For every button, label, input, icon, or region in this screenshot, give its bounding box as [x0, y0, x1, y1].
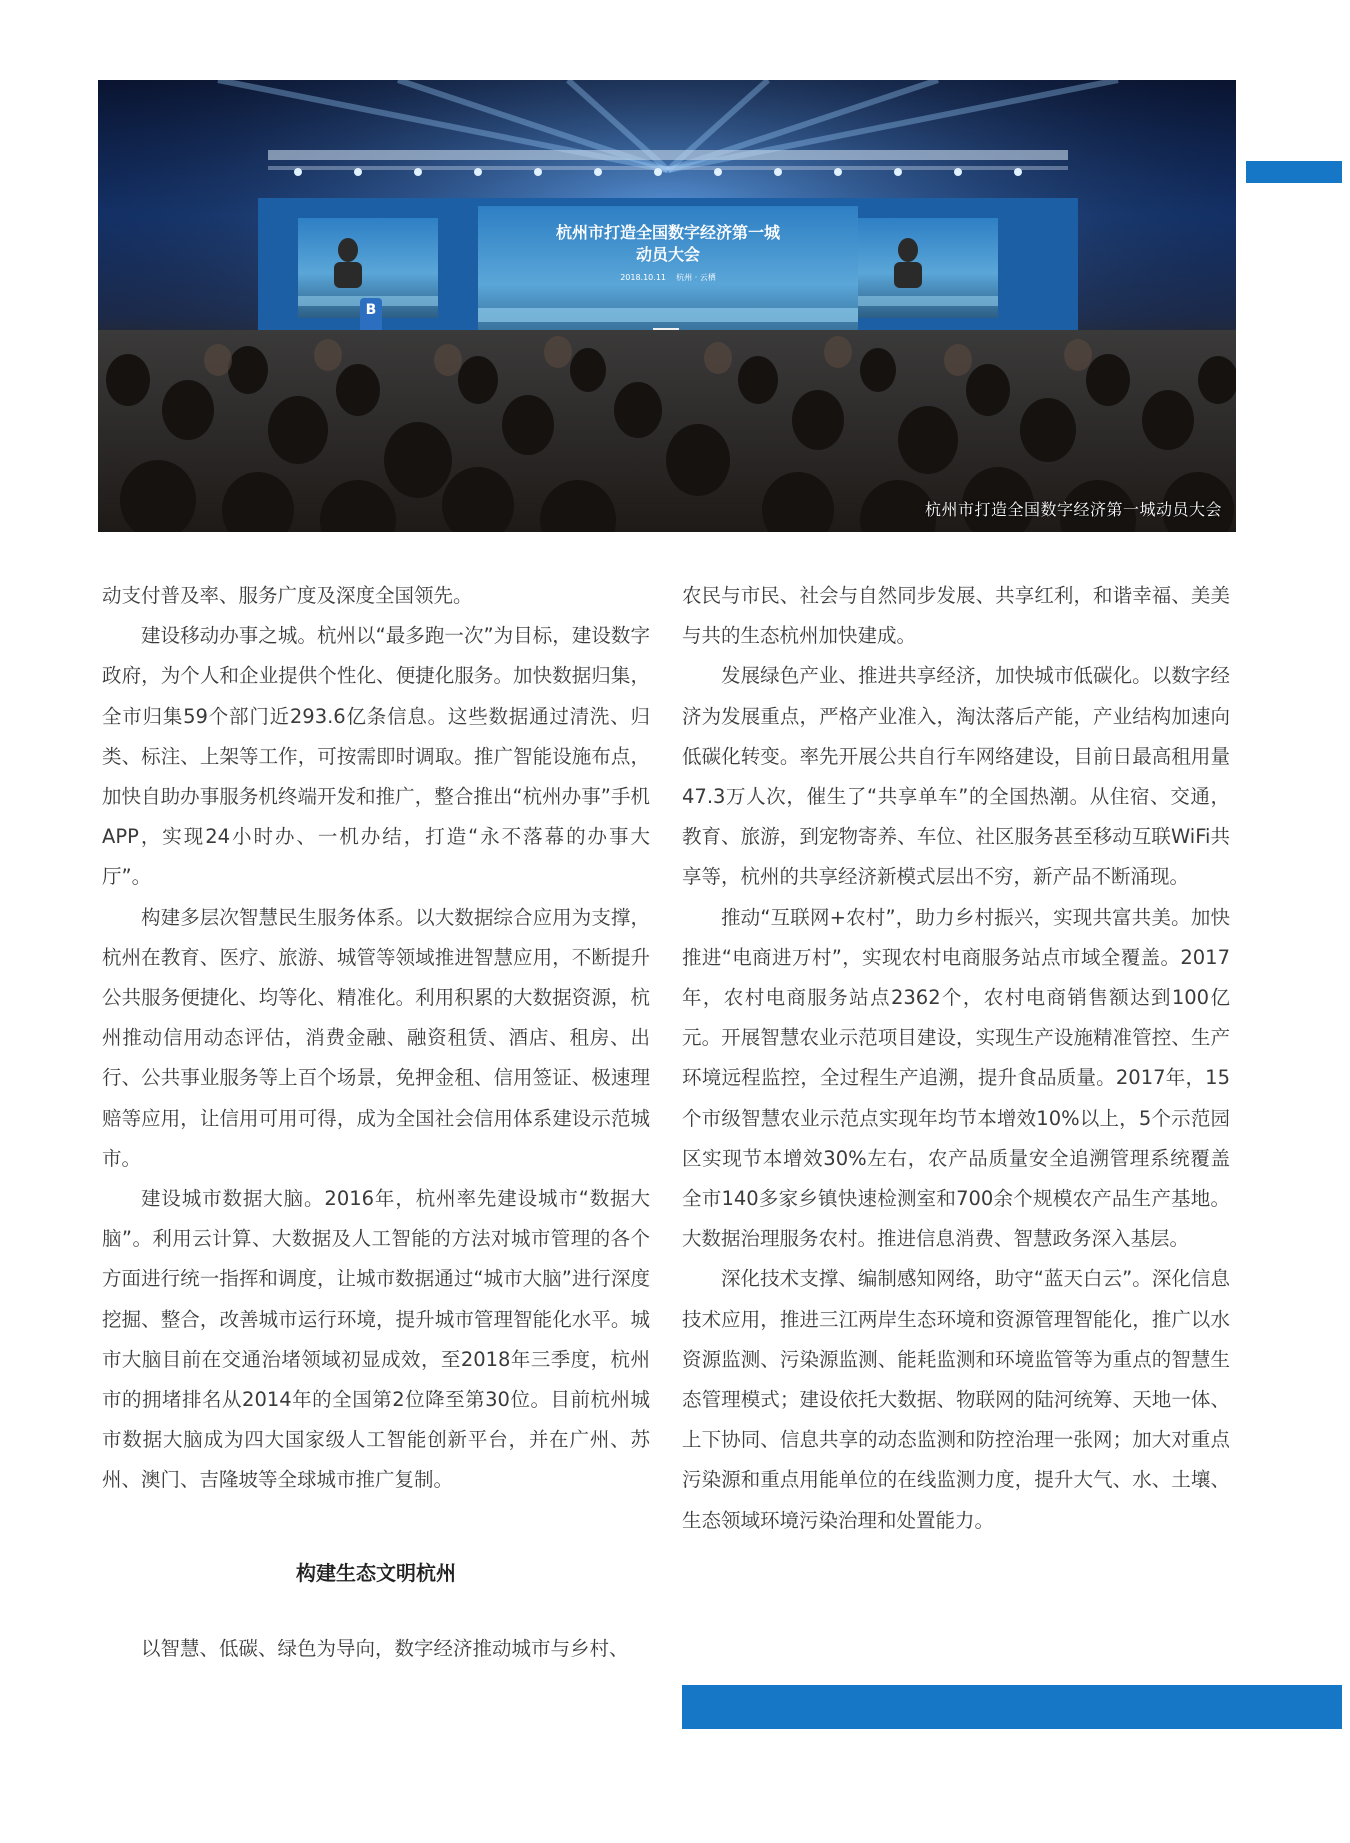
conference-photo — [98, 80, 1236, 532]
paragraph: 建设移动办事之城。杭州以“最多跑一次”为目标，建设数字政府，为个人和企业提供个性化、便捷化服务。加快数据归集，全市归集59个部门近293.6亿条信息。这些数据通过清洗、归类、标注、上架等工作，可按需即时调取。推广智能设施布点，加快自助办事服务机终端开发和推广，整合推出“杭州办事”手机APP，实现24小时办、一机办结，打造“永不落幕的办事大厅”。 — [102, 624, 650, 889]
photo-caption: 杭州市打造全国数字经济第一城动员大会 — [924, 500, 1222, 519]
screen-title-line1: 杭州市打造全国数字经济第一城 — [555, 223, 780, 242]
screen-date-place — [478, 272, 858, 283]
screen-title-line2: 动员大会 — [635, 245, 700, 264]
paragraph: 深化技术支撑、编制感知网络，助守“蓝天白云”。深化信息技术应用，推进三江两岸生态环境和资源管理智能化，推广以水资源监测、污染源监测、能耗监测和环境监管等为重点的智慧生态管理模式；建设依托大数据、物联网的陆河统筹、天地一体、上下协同、信息共享的动态监测和防控治理一张网；加大对重点污染源和重点用能单位的在线监测力度，提升大气、水、土壤、生态领域环境污染治理和处置能力。 — [682, 1267, 1230, 1532]
screen-place: 杭州 · 云栖 — [676, 273, 716, 282]
stage-badge: B — [365, 302, 377, 318]
accent-bar-bottom — [682, 1685, 1342, 1729]
accent-bar-top — [1246, 161, 1342, 183]
paragraph: 发展绿色产业、推进共享经济，加快城市低碳化。以数字经济为发展重点，严格产业准入，淘汰落后产能，产业结构加速向低碳化转变。率先开展公共自行车网络建设，目前日最高租用量47.3万人次，催生了“共享单车”的全国热潮。从住宿、交通，教育、旅游，到宠物寄养、车位、社区服务甚至移动互联WiFi共享等，杭州的共享经济新模式层出不穷，新产品不断涌现。 — [682, 664, 1230, 889]
paragraph: 以智慧、低碳、绿色为导向，数字经济推动城市与乡村、 — [141, 1636, 629, 1660]
paragraph: 建设城市数据大脑。2016年，杭州率先建设城市“数据大脑”。利用云计算、大数据及人工智能的方法对城市管理的各个方面进行统一指挥和调度，让城市数据通过“城市大脑”进行深度挖掘、整合，改善城市运行环境，提升城市管理智能化水平。城市大脑目前在交通治堵领域初显成效，至2018年三季度，杭州市的拥堵排名从2014年的全国第2位降至第30位。目前杭州城市数据大脑成为四大国家级人工智能创新平台，并在广州、苏州、澳门、吉隆坡等全球城市推广复制。 — [102, 1187, 650, 1492]
right-text-column — [682, 576, 1230, 1541]
paragraph: 推动“互联网+农村”，助力乡村振兴，实现共富共美。加快推进“电商进万村”，实现农村电商服务站点市域全覆盖。2017年，农村电商服务站点2362个，农村电商销售额达到100亿元。开展智慧农业示范项目建设，实现生产设施精准管控、生产环境远程监控，全过程生产追溯，提升食品质量。2017年，15个市级智慧农业示范点实现年均节本增效10%以上，5个示范园区实现节本增效30%左右，农产品质量安全追溯管理系统覆盖全市140多家乡镇快速检测室和700余个规模农产品生产基地。大数据治理服务农村。推进信息消费、智慧政务深入基层。 — [682, 905, 1230, 1251]
paragraph: 农民与市民、社会与自然同步发展、共享红利，和谐幸福、美美与共的生态杭州加快建成。 — [682, 584, 1230, 648]
paragraph: 动支付普及率、服务广度及深度全国领先。 — [102, 584, 473, 607]
left-text-column — [102, 576, 650, 1669]
screen-date: 2018.10.11 — [620, 273, 666, 282]
paragraph: 构建多层次智慧民生服务体系。以大数据综合应用为支撑，杭州在教育、医疗、旅游、城管等领域推进智慧应用，不断提升公共服务便捷化、均等化、精准化。利用积累的大数据资源，杭州推动信用动态评估，消费金融、融资租赁、酒店、租房、出行、公共事业服务等上百个场景，免押金租、信用签证、极速理赔等应用，让信用可用可得，成为全国社会信用体系建设示范城市。 — [102, 905, 650, 1170]
section-heading: 构建生态文明杭州 — [296, 1560, 456, 1585]
conference-scene — [98, 80, 1236, 532]
